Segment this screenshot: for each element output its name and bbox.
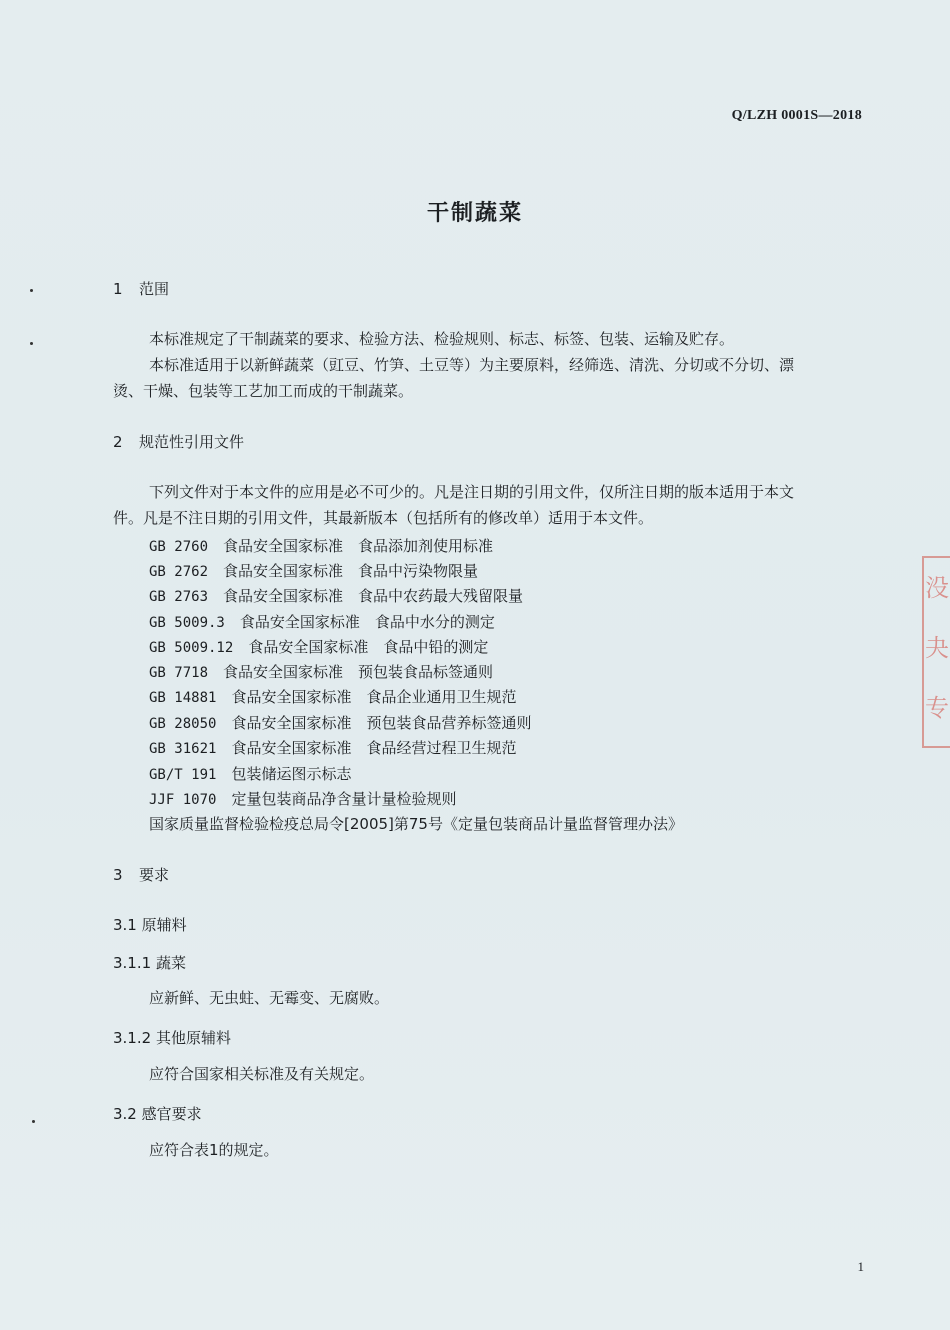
subsection-heading-sensory-requirements: 3.2 感官要求 xyxy=(113,1105,202,1123)
section-heading-normative-references: 2 规范性引用文件 xyxy=(113,433,245,451)
reference-item: GB 2763 食品安全国家标准 食品中农药最大残留限量 xyxy=(149,587,524,605)
paragraph: 本标准适用于以新鲜蔬菜（豇豆、竹笋、土豆等）为主要原料，经筛选、清洗、分切或不分切、漂 xyxy=(149,356,795,374)
paragraph: 下列文件对于本文件的应用是必不可少的。凡是注日期的引用文件，仅所注日期的版本适用于本文 xyxy=(149,483,795,501)
document-title: 干制蔬菜 xyxy=(426,201,523,226)
reference-item: GB 2762 食品安全国家标准 食品中污染物限量 xyxy=(149,562,479,580)
reference-item: GB 31621 食品安全国家标准 食品经营过程卫生规范 xyxy=(149,739,517,757)
reference-item: GB 7718 食品安全国家标准 预包装食品标签通则 xyxy=(149,663,494,681)
paragraph: 应新鲜、无虫蛀、无霉变、无腐败。 xyxy=(149,989,390,1007)
standard-code: Q/LZH 0001S—2018 xyxy=(731,108,862,123)
seal-stamp: 没 夬 专 xyxy=(922,556,950,748)
margin-mark xyxy=(30,289,33,292)
paragraph: 应符合表1的规定。 xyxy=(149,1141,279,1159)
reference-item: GB 2760 食品安全国家标准 食品添加剂使用标准 xyxy=(149,537,494,555)
subsection-heading-other-materials: 3.1.2 其他原辅料 xyxy=(113,1029,231,1047)
page-number: 1 xyxy=(857,1259,864,1274)
subsection-heading-raw-materials: 3.1 原辅料 xyxy=(113,916,187,934)
section-heading-requirements: 3 要求 xyxy=(113,866,170,884)
paragraph: 件。凡是不注日期的引用文件，其最新版本（包括所有的修改单）适用于本文件。 xyxy=(113,509,654,527)
reference-item: 国家质量监督检验检疫总局令[2005]第75号《定量包装商品计量监督管理办法》 xyxy=(149,815,683,833)
margin-mark xyxy=(30,342,33,345)
paragraph: 本标准规定了干制蔬菜的要求、检验方法、检验规则、标志、标签、包装、运输及贮存。 xyxy=(149,330,735,348)
subsection-heading-vegetables: 3.1.1 蔬菜 xyxy=(113,954,186,972)
reference-item: GB/T 191 包装储运图示标志 xyxy=(149,765,352,783)
reference-item: JJF 1070 定量包装商品净含量计量检验规则 xyxy=(149,790,457,808)
margin-mark xyxy=(32,1120,35,1123)
reference-item: GB 28050 食品安全国家标准 预包装食品营养标签通则 xyxy=(149,714,532,732)
reference-item: GB 5009.3 食品安全国家标准 食品中水分的测定 xyxy=(149,613,495,631)
reference-item: GB 14881 食品安全国家标准 食品企业通用卫生规范 xyxy=(149,688,517,706)
paragraph: 应符合国家相关标准及有关规定。 xyxy=(149,1065,375,1083)
reference-item: GB 5009.12 食品安全国家标准 食品中铅的测定 xyxy=(149,638,489,656)
section-heading-scope: 1 范围 xyxy=(113,280,170,298)
paragraph: 烫、干燥、包装等工艺加工而成的干制蔬菜。 xyxy=(113,382,414,400)
